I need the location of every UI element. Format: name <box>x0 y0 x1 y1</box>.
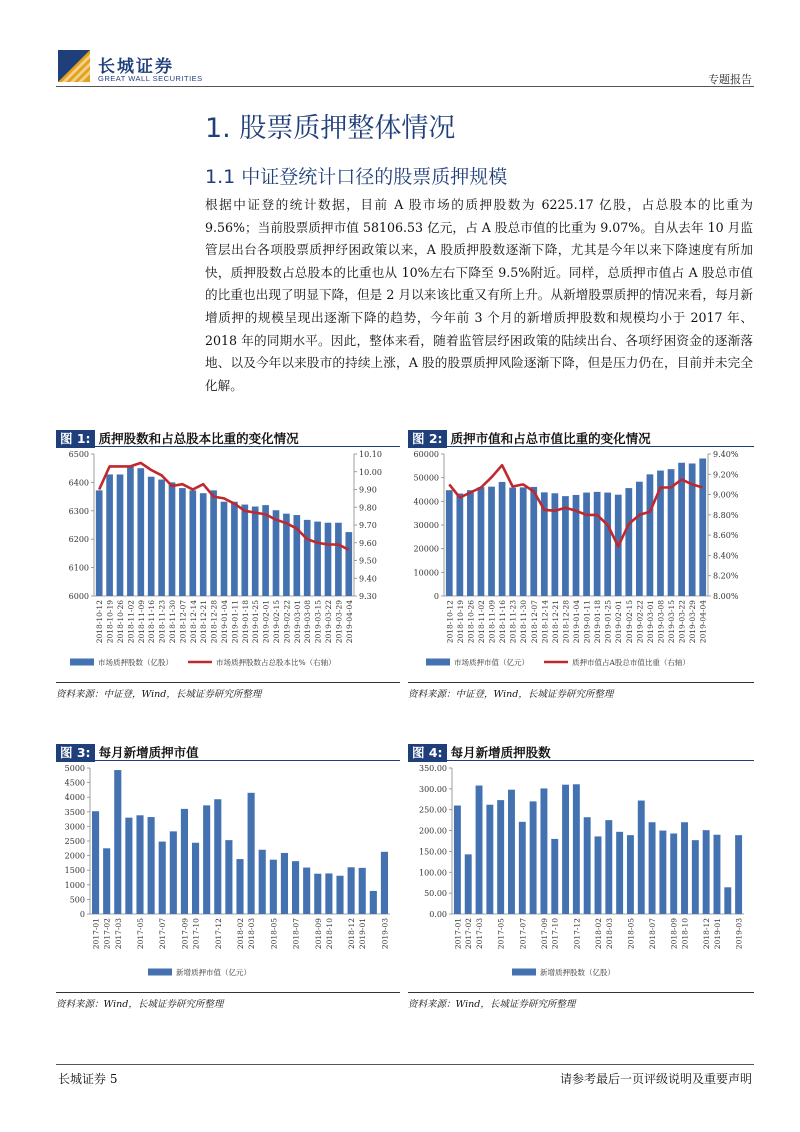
x-axis-label: 2018-12-21 <box>550 600 560 644</box>
bar <box>359 868 366 914</box>
y-right-axis-label: 8.80% <box>713 510 739 520</box>
bar <box>283 514 290 596</box>
x-axis-label: 2019-03-22 <box>324 600 333 644</box>
x-axis-label: 2017-09 <box>180 917 190 950</box>
figure-4-title-bar <box>408 742 754 761</box>
y-right-axis-label: 10.10 <box>359 450 382 459</box>
x-axis-label: 2018-07 <box>648 918 658 950</box>
bar <box>103 848 110 914</box>
x-axis-label: 2019-02-15 <box>624 600 634 644</box>
figure-3-title-bar <box>56 742 400 761</box>
y-right-axis-label: 8.20% <box>713 571 739 581</box>
bar <box>127 467 134 596</box>
y-axis-label: 30000 <box>413 521 439 530</box>
figure-3-chart <box>56 764 400 990</box>
section-heading: 1. 股票质押整体情况 <box>205 113 456 144</box>
bar <box>200 493 207 596</box>
x-axis-label: 2018-12 <box>702 917 712 950</box>
x-axis-label: 2018-10-12 <box>95 600 105 644</box>
x-axis-label: 2019-03-15 <box>313 600 323 644</box>
x-axis-label: 2019-03-08 <box>303 600 313 644</box>
x-axis-label: 2018-11-02 <box>477 600 486 644</box>
figure-4-title: 每月新增质押股数 <box>450 745 551 760</box>
bar <box>584 817 591 914</box>
x-axis-label: 2019-03-15 <box>667 599 676 644</box>
x-axis-label: 2018-09 <box>669 917 679 950</box>
legend-bar-swatch <box>426 659 450 666</box>
bar <box>292 861 299 914</box>
footer-page-label: 长城证券 5 <box>58 1072 118 1086</box>
bar <box>649 822 656 914</box>
x-axis-label: 2018-11-30 <box>519 600 529 644</box>
x-axis-label: 2018-12-14 <box>188 600 198 644</box>
figure-1-title-bar <box>56 428 400 447</box>
figure-3-title: 每月新增质押市值 <box>98 745 199 760</box>
y-axis-label: 50.00 <box>424 889 447 899</box>
bar <box>456 494 463 596</box>
body-paragraph: 根据中证登的统计数据，目前 A 股市场的质押股数为 6225.17 亿股，占总股本的比重为 9.56%；当前股票质押市值 58106.53 亿元，占 A 股总市值的比重为 9.07%。自从去年 10 月监管层出台各项股票质押纾困政策以来，A 股质押股数逐渐下降，尤其是今年以来下降速度有所加快，质押股数占总股本的比重也从 10%左右下降至 9.5%附近。同样，总质押市值占 A 股总市值的比重也出现了明显下降，但是 2 月以来该比重又有所上升。从新增股票质押的情况来看，每月新增质押的规模呈现出逐渐下降的趋势，今年前 3 个月的新增质押股数和规模均小于 2017 年、2018 年的同期水平。因此，整体来看，随着监管层纾困政策的陆续出台、各项纾困资金的逐渐落地、以及今年以来股市的持续上涨，A 股的股票质押风险逐渐下降，但是压力仍在，目前并未完全化解。 <box>205 197 753 393</box>
x-axis-label: 2018-10 <box>324 918 334 950</box>
bar <box>605 820 612 914</box>
x-axis-label: 2019-01-25 <box>251 600 261 644</box>
bar <box>92 811 99 914</box>
y-axis-label: 6300 <box>68 506 89 516</box>
bar <box>270 860 277 914</box>
x-axis-label: 2018-11-23 <box>157 600 167 644</box>
figure-2-title-bar <box>408 428 754 447</box>
legend-bar-swatch <box>148 969 172 976</box>
bar <box>137 468 144 596</box>
figure-1-source: 资料来源：中证登，Wind，长城证券研究所整理 <box>56 689 262 700</box>
figure-3-source: 资料来源：Wind，长城证券研究所整理 <box>56 999 224 1010</box>
bar <box>573 784 580 914</box>
legend-label: 质押市值占A股总市值比重（右轴） <box>572 658 690 667</box>
bar <box>699 458 706 596</box>
legend-label: 市场质押市值（亿元） <box>454 658 529 667</box>
x-axis-label: 2017-05 <box>496 918 506 950</box>
y-right-axis-label: 10.00 <box>359 467 382 477</box>
bar <box>519 822 526 914</box>
bar <box>478 487 485 596</box>
bar <box>604 493 611 596</box>
legend-label: 市场质押股数占总股本比%（右轴） <box>216 658 336 667</box>
bar <box>670 833 677 914</box>
y-right-axis-label: 9.00% <box>713 490 739 500</box>
x-axis-label: 2018-12-28 <box>209 600 219 644</box>
x-axis-label: 2019-02-15 <box>272 600 281 644</box>
bar <box>348 867 355 914</box>
bar <box>336 876 343 914</box>
bar <box>325 873 332 914</box>
logo-mark-icon <box>58 50 90 82</box>
y-axis-label: 100.00 <box>419 868 447 878</box>
x-axis-label: 2017-01 <box>453 917 463 950</box>
y-axis-label: 350.00 <box>419 764 447 773</box>
x-axis-label: 2018-10-19 <box>455 599 465 644</box>
figure-1-chart <box>56 450 400 682</box>
x-axis-label: 2017-10 <box>191 918 201 950</box>
x-axis-label: 2017-12 <box>572 918 582 950</box>
bar <box>303 868 310 914</box>
bar <box>210 490 217 596</box>
bar <box>148 817 155 914</box>
y-axis-label: 2000 <box>64 851 85 861</box>
bar <box>616 832 623 914</box>
y-axis-label: 2500 <box>64 837 85 846</box>
figure-2-chart <box>408 450 754 682</box>
x-axis-label: 2018-12-07 <box>178 600 188 644</box>
y-axis-label: 3000 <box>64 822 85 832</box>
x-axis-label: 2019-02-01 <box>261 600 271 644</box>
y-right-axis-label: 9.50 <box>359 556 377 566</box>
bar <box>96 490 103 596</box>
figure-2 <box>408 428 754 702</box>
figure-1-bottom-rule <box>56 682 400 683</box>
bar <box>681 822 688 914</box>
x-axis-label: 2018-02 <box>236 918 245 950</box>
bar <box>636 482 643 596</box>
x-axis-label: 2019-03-22 <box>677 600 687 644</box>
bar <box>714 835 721 914</box>
subsection-heading: 1.1 中证登统计口径的股票质押规模 <box>205 166 508 188</box>
y-right-axis-label: 9.30 <box>359 592 377 601</box>
x-axis-label: 2019-01-11 <box>582 600 592 644</box>
bar <box>169 482 176 596</box>
bar <box>476 786 483 914</box>
bar <box>158 480 165 596</box>
x-axis-label: 2018-11-16 <box>498 600 508 644</box>
x-axis-label: 2018-11-09 <box>487 599 497 644</box>
bar <box>499 482 506 596</box>
y-axis-label: 0 <box>79 910 85 919</box>
bar <box>179 488 186 596</box>
x-axis-label: 2019-01 <box>713 918 722 950</box>
bar <box>304 520 311 596</box>
x-axis-label: 2019-03 <box>380 917 390 950</box>
figure-1-title: 质押股数和占总股本比重的变化情况 <box>98 431 299 446</box>
bar <box>192 843 199 914</box>
y-axis-label: 20000 <box>413 544 439 554</box>
bar <box>248 793 255 914</box>
bar <box>530 487 537 596</box>
document-type-label: 专题报告 <box>708 73 752 86</box>
bar <box>148 477 155 596</box>
bar <box>231 502 238 596</box>
bar <box>446 490 453 596</box>
y-right-axis-label: 9.70 <box>359 521 377 530</box>
y-right-axis-label: 9.40% <box>713 450 739 459</box>
x-axis-label: 2018-07 <box>291 918 301 950</box>
x-axis-label: 2019-02-22 <box>635 600 645 644</box>
figure-1-number: 图 1: <box>56 430 95 448</box>
y-axis-label: 3500 <box>64 807 85 817</box>
y-axis-label: 0 <box>433 592 439 601</box>
x-axis-label: 2018-10-26 <box>116 600 125 644</box>
x-axis-label: 2018-03 <box>604 917 614 950</box>
x-axis-label: 2019-03-01 <box>645 599 655 644</box>
bar <box>273 510 280 596</box>
x-axis-label: 2018-03 <box>247 917 257 950</box>
x-axis-label: 2018-11-30 <box>168 600 177 644</box>
legend-bar-swatch <box>70 659 94 666</box>
x-axis-label: 2018-05 <box>269 917 279 950</box>
x-axis-label: 2017-01 <box>91 918 101 950</box>
bar <box>552 493 559 596</box>
y-axis-label: 500 <box>69 895 85 905</box>
bar <box>509 488 516 596</box>
figure-4 <box>408 742 754 1012</box>
legend-label: 新增质押市值（亿元） <box>176 968 251 977</box>
bar <box>241 505 248 596</box>
bar <box>345 532 352 596</box>
bar <box>325 523 332 596</box>
bar <box>488 487 495 596</box>
x-axis-label: 2019-03-08 <box>656 600 666 644</box>
bar <box>486 805 493 914</box>
legend-label: 新增质押股数（亿股） <box>540 968 615 977</box>
x-axis-label: 2018-12 <box>347 917 357 950</box>
x-axis-label: 2017-10 <box>550 917 560 950</box>
x-axis-label: 2019-03 <box>734 918 744 950</box>
bar <box>735 835 742 914</box>
bar <box>551 839 558 914</box>
x-axis-label: 2019-01 <box>358 917 368 950</box>
x-axis-label: 2018-11-09 <box>136 600 146 644</box>
bar <box>381 852 388 914</box>
bar <box>562 496 569 596</box>
bar <box>314 522 321 596</box>
figure-1 <box>56 428 400 702</box>
y-right-axis-label: 9.80 <box>359 503 377 513</box>
bar <box>114 770 121 914</box>
bar <box>225 840 232 914</box>
y-axis-label: 5000 <box>64 764 85 773</box>
bar <box>189 490 196 596</box>
bar <box>252 507 259 596</box>
figure-2-bottom-rule <box>408 682 754 683</box>
y-axis-label: 6100 <box>68 563 89 573</box>
y-axis-label: 200.00 <box>419 826 447 836</box>
x-axis-label: 2019-01-25 <box>603 600 613 644</box>
bar <box>562 785 569 914</box>
y-axis-label: 6400 <box>68 478 89 488</box>
bar <box>703 830 710 914</box>
x-axis-label: 2018-09 <box>313 918 323 950</box>
bar <box>594 492 601 596</box>
y-axis-label: 1000 <box>64 880 85 890</box>
x-axis-label: 2017-02 <box>464 917 474 950</box>
footer-disclaimer: 请参考最后一页评级说明及重要声明 <box>559 1072 752 1086</box>
x-axis-label: 2019-04-04 <box>344 600 354 644</box>
figure-2-source: 资料来源：中证登，Wind，长城证券研究所整理 <box>408 689 614 700</box>
y-axis-label: 0.00 <box>429 910 447 919</box>
y-right-axis-label: 8.00% <box>713 592 739 601</box>
x-axis-label: 2019-04-04 <box>698 599 708 644</box>
figure-2-number: 图 2: <box>408 430 447 448</box>
bar <box>647 474 654 596</box>
x-axis-label: 2018-02 <box>594 918 603 950</box>
x-axis-label: 2019-01-04 <box>572 600 581 644</box>
x-axis-label: 2019-01-18 <box>593 599 603 644</box>
x-axis-label: 2017-05 <box>136 918 145 950</box>
x-axis-label: 2017-07 <box>518 918 528 950</box>
figure-3-number: 图 3: <box>56 744 95 762</box>
x-axis-label: 2018-11-16 <box>147 600 157 644</box>
bar <box>259 850 266 914</box>
x-axis-label: 2018-12-28 <box>561 599 571 644</box>
y-axis-label: 250.00 <box>419 805 447 815</box>
x-axis-label: 2019-02-22 <box>282 600 292 644</box>
bar <box>236 859 243 914</box>
x-axis-label: 2017-09 <box>539 917 549 950</box>
x-axis-label: 2019-03-01 <box>292 600 302 644</box>
figure-2-title: 质押市值和占总市值比重的变化情况 <box>450 431 651 446</box>
x-axis-label: 2019-01-04 <box>220 600 229 644</box>
y-right-axis-label: 8.60% <box>713 531 739 541</box>
x-axis-label: 2018-10 <box>680 917 690 950</box>
bar <box>281 853 288 914</box>
x-axis-label: 2018-10-19 <box>105 600 115 644</box>
bar <box>117 474 124 596</box>
y-axis-label: 300.00 <box>419 784 447 794</box>
x-axis-label: 2018-11-23 <box>508 599 518 644</box>
y-axis-label: 1500 <box>64 866 85 876</box>
figure-4-bottom-rule <box>408 992 754 993</box>
y-axis-label: 4500 <box>64 778 85 788</box>
bar <box>335 523 342 596</box>
bar <box>181 809 188 914</box>
x-axis-label: 2019-02-01 <box>614 599 624 644</box>
bar <box>262 505 269 596</box>
bar <box>106 474 113 596</box>
bar <box>214 799 221 914</box>
x-axis-label: 2017-07 <box>158 917 168 950</box>
y-axis-label: 50000 <box>413 473 439 483</box>
bar <box>465 854 472 914</box>
bar <box>625 488 632 596</box>
bar <box>530 801 537 914</box>
bar <box>583 493 590 596</box>
bar <box>520 487 527 596</box>
y-right-axis-label: 9.40 <box>359 574 377 584</box>
x-axis-label: 2018-12-14 <box>540 599 550 644</box>
bar <box>692 840 699 914</box>
y-axis-label: 40000 <box>413 497 439 507</box>
x-axis-label: 2019-01-18 <box>240 600 250 644</box>
x-axis-label: 2018-12-07 <box>529 600 539 644</box>
x-axis-label: 2017-02 <box>102 918 112 950</box>
bar <box>159 842 166 914</box>
legend-bar-swatch <box>512 969 536 976</box>
header-divider <box>56 86 754 87</box>
x-axis-label: 2018-12-21 <box>199 600 209 644</box>
bar <box>125 818 132 914</box>
bar <box>454 806 461 914</box>
bar <box>497 800 504 914</box>
x-axis-label: 2017-03 <box>475 917 484 950</box>
y-axis-label: 4000 <box>64 793 85 803</box>
bar <box>370 891 377 914</box>
legend-label: 市场质押股数（亿股） <box>98 658 173 667</box>
x-axis-label: 2018-10-26 <box>466 600 476 644</box>
logo-chinese-name: 长城证券 <box>98 57 174 77</box>
y-axis-label: 60000 <box>413 450 439 459</box>
bar <box>221 502 228 596</box>
x-axis-label: 2018-11-02 <box>126 600 136 644</box>
x-axis-label: 2017-12 <box>213 918 223 950</box>
logo-english-name: GREAT WALL SECURITIES <box>98 74 203 83</box>
y-axis-label: 6000 <box>68 592 89 601</box>
x-axis-label: 2018-10-12 <box>445 600 455 644</box>
bar <box>595 836 602 914</box>
x-axis-label: 2019-03-29 <box>688 600 698 644</box>
x-axis-label: 2019-03-29 <box>334 600 344 644</box>
y-axis-label: 6500 <box>68 450 89 459</box>
bar <box>627 835 634 914</box>
x-axis-label: 2017-03 <box>113 918 123 950</box>
bar <box>203 805 210 914</box>
figure-4-number: 图 4: <box>408 744 447 762</box>
figure-3 <box>56 742 400 1012</box>
y-right-axis-label: 9.60 <box>359 538 377 548</box>
bar <box>659 831 666 914</box>
footer-divider <box>56 1064 754 1065</box>
x-axis-label: 2018-05 <box>626 917 636 950</box>
bar <box>724 887 731 914</box>
bar <box>314 874 321 914</box>
bar <box>467 490 474 596</box>
x-axis-label: 2019-01-11 <box>230 600 240 644</box>
bar <box>540 788 547 914</box>
bar <box>170 831 177 914</box>
y-axis-label: 150.00 <box>419 847 447 857</box>
y-axis-label: 10000 <box>413 568 439 578</box>
bar <box>508 790 515 914</box>
y-right-axis-label: 8.40% <box>713 551 739 561</box>
figure-3-bottom-rule <box>56 992 400 993</box>
y-right-axis-label: 9.90 <box>359 485 377 495</box>
bar <box>136 815 143 914</box>
figure-4-source: 资料来源：Wind，长城证券研究所整理 <box>408 999 576 1010</box>
y-right-axis-label: 9.20% <box>713 470 739 480</box>
y-axis-label: 6200 <box>68 535 89 545</box>
bar <box>638 801 645 914</box>
figure-4-chart <box>408 764 754 990</box>
